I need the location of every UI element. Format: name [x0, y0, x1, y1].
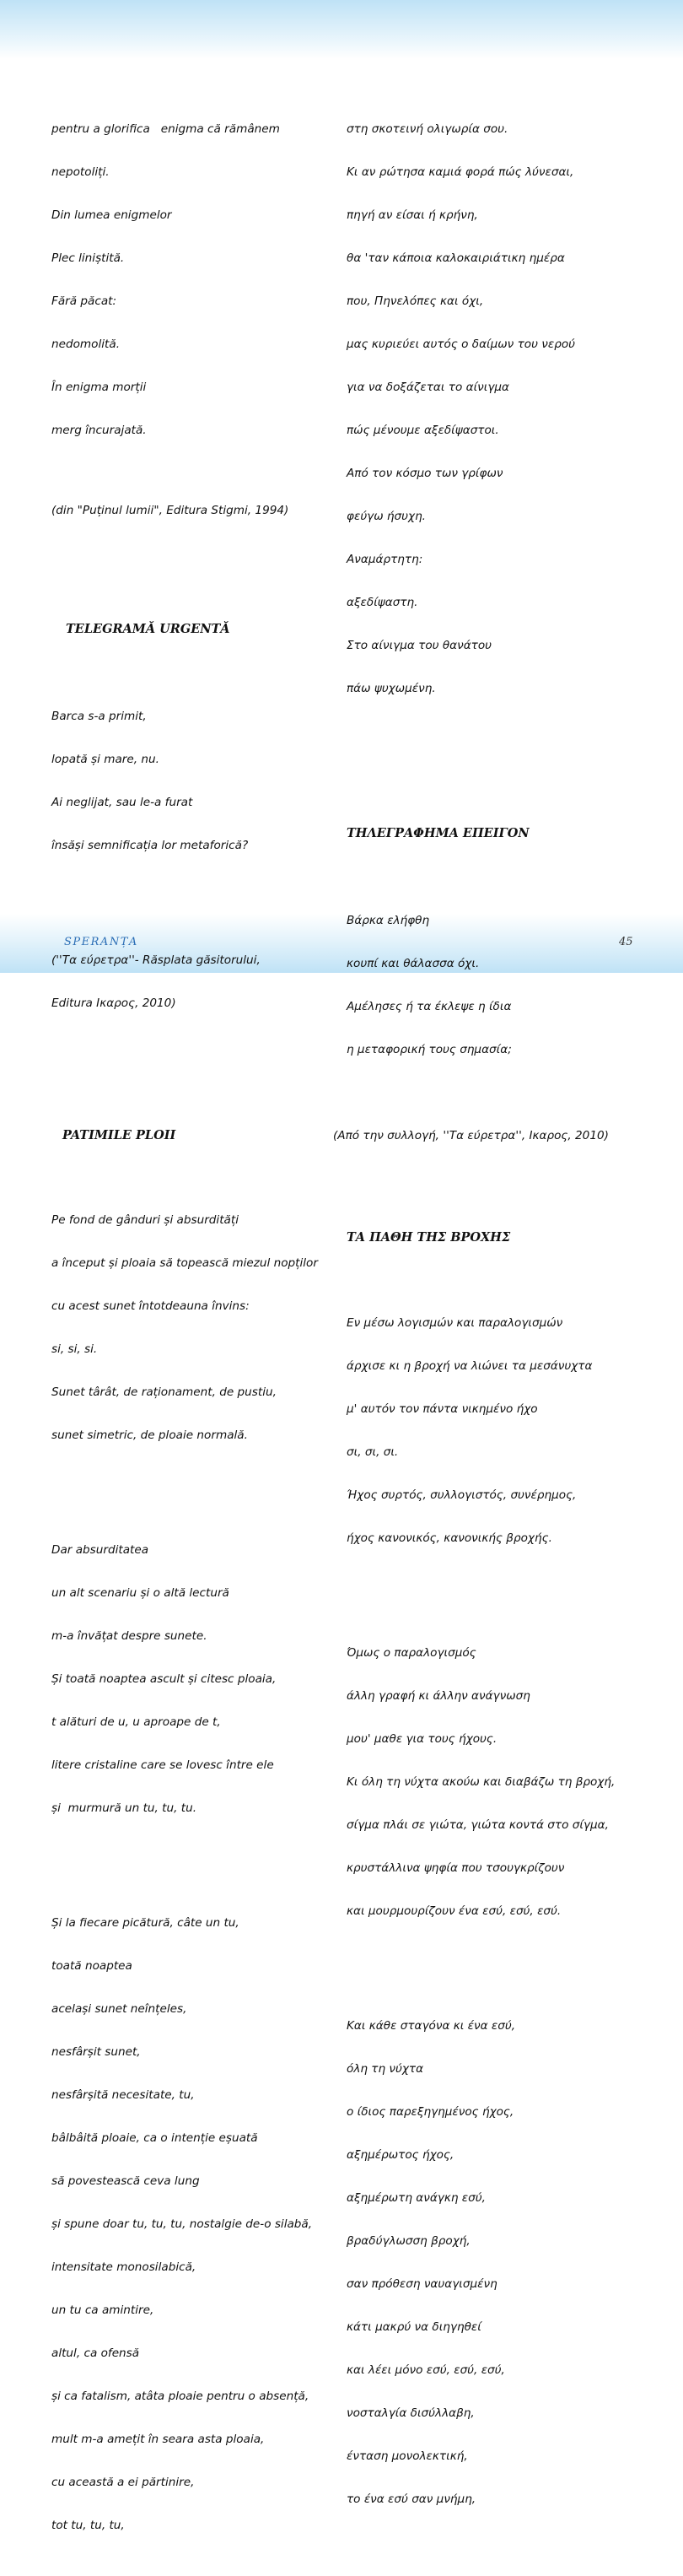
poem-title-patimile: PATIMILE PLOII	[62, 1128, 176, 1142]
poem-line: Plec liniștită.	[51, 251, 125, 265]
poem-line: însăși semnificația lor metaforică?	[51, 839, 249, 852]
poem-line: nepotoliți.	[51, 165, 110, 179]
poem-line: αξεδίψαστη.	[347, 596, 418, 609]
poem-line: Και κάθε σταγόνα κι ένα εσύ,	[347, 2019, 516, 2033]
poem-line: κουπί και θάλασσα όχι.	[347, 957, 480, 970]
poem-line: și murmură un tu, tu, tu.	[51, 1801, 197, 1815]
poem-line: αξημέρωτη ανάγκη εσύ,	[347, 2191, 486, 2205]
poem-line: și ca fatalism, atâta ploaie pentru o absență,	[51, 2390, 309, 2403]
poem-line: μου' μαθε για τους ήχους.	[347, 1732, 497, 1746]
poem-title-tilegrafima: ΤΗΛΕΓΡΑΦΗΜΑ ΕΠΕΙΓΟΝ	[347, 826, 530, 840]
poem-pathi-stanza-1	[347, 1288, 675, 1574]
poem-title-telegrama: TELEGRAMĂ URGENTĂ	[66, 622, 230, 636]
poem-line: lopată și mare, nu.	[51, 753, 159, 766]
poem-line: όλη τη νύχτα	[347, 2062, 424, 2076]
poem-line: cu această a ei părtinire,	[51, 2476, 195, 2489]
poem-1-source: (din "Puținul lumii", Editura Stigmi, 1994)	[51, 504, 289, 517]
poem-line: αξημέρωτος ήχος,	[347, 2148, 454, 2162]
poem-line: νοσταλγία δισύλλαβη,	[347, 2406, 475, 2420]
poem-line: intensitate monosilabică,	[51, 2260, 196, 2274]
poem-line: Dar absurditatea	[51, 1543, 149, 1557]
poem-patimile-stanza-3	[51, 1887, 334, 2562]
source-line: Editura Ικαρος, 2010)	[51, 996, 176, 1010]
poem-line: merg încurajată.	[51, 424, 147, 437]
poem-line: cu acest sunet întotdeauna învins:	[51, 1299, 250, 1313]
poem-line: Όμως ο παραλογισμός	[347, 1646, 476, 1660]
poem-line: Pe fond de gânduri și absurdități	[51, 1213, 239, 1227]
poem-tilegrafima-body	[347, 885, 675, 1086]
poem-line: μας κυριεύει αυτός ο δαίμων του νερού	[347, 338, 576, 351]
poem-line: ο ίδιος παρεξηγημένος ήχος,	[347, 2105, 514, 2119]
poem-line: η μεταφορική τους σημασία;	[347, 1043, 512, 1056]
poem-line: για να δοξάζεται το αίνιγμα	[347, 381, 510, 394]
poem-line: În enigma morții	[51, 381, 147, 394]
poem-line: nesfârșit sunet,	[51, 2045, 141, 2059]
poem-line: Ai neglijat, sau le-a furat	[51, 796, 193, 809]
poem-line: Și toată noaptea ascult și citesc ploaia,	[51, 1672, 277, 1686]
poem-line: Fără păcat:	[51, 294, 117, 308]
poem-line: Βάρκα ελήφθη	[347, 914, 430, 927]
poem-line: litere cristaline care se lovesc între ele	[51, 1758, 274, 1772]
poem-line: στη σκοτεινή ολιγωρία σου.	[347, 122, 508, 136]
poem-line: άρχισε κι η βροχή να λιώνει τα μεσάνυχτα	[347, 1359, 593, 1373]
poem-line: să povestească ceva lung	[51, 2174, 200, 2188]
poem-line: πάω ψυχωμένη.	[347, 682, 436, 695]
poem-telegrama-body	[51, 681, 334, 882]
poem-line: bâlbâită ploaie, ca o intenție eșuată	[51, 2131, 258, 2145]
poem-line: πηγή αν είσαι ή κρήνη,	[347, 208, 478, 222]
poem-line: κρυστάλλινα ψηφία που τσουγκρίζουν	[347, 1861, 565, 1875]
poem-line: Din lumea enigmelor	[51, 208, 172, 222]
poem-line: πώς μένουμε αξεδίψαστοι.	[347, 424, 499, 437]
poem-line: t alături de u, u aproape de t,	[51, 1715, 221, 1729]
poem-line: κάτι μακρύ να διηγηθεί	[347, 2320, 481, 2334]
poem-line: ένταση μονολεκτική,	[347, 2449, 468, 2463]
poem-line: altul, ca ofensă	[51, 2346, 140, 2360]
poem-line: nesfârșită necesitate, tu,	[51, 2088, 195, 2102]
poem-line: βραδύγλωσση βροχή,	[347, 2234, 471, 2248]
top-gradient-band	[0, 0, 683, 59]
poem-line: a început și ploaia să topească miezul nopților	[51, 1256, 318, 1270]
poem-line: Κι αν ρώτησα καμιά φορά πώς λύνεσαι,	[347, 165, 574, 179]
source-line: (''Τα εύρετρα''- Răsplata găsitorului,	[51, 953, 261, 967]
poem-line: φεύγω ήσυχη.	[347, 510, 427, 523]
poem-line: mult m-a amețit în seara asta ploaia,	[51, 2433, 265, 2446]
poem-line: Barca s-a primit,	[51, 710, 147, 723]
poem-line: tot tu, tu, tu,	[51, 2519, 125, 2532]
poem-line: Αναμάρτητη:	[347, 553, 423, 566]
poem-line: σαν πρόθεση ναυαγισμένη	[347, 2277, 497, 2291]
poem-line: Αμέλησες ή τα έκλεψε η ίδια	[347, 1000, 512, 1013]
poem-line: μ' αυτόν τον πάντα νικημένο ήχο	[347, 1402, 538, 1416]
poem-line: Από τον κόσμο των γρίφων	[347, 467, 503, 480]
poem-line: ήχος κανονικός, κανονικής βροχής.	[347, 1531, 552, 1545]
poem-line: σίγμα πλάι σε γιώτα, γιώτα κοντά στο σίγμα,	[347, 1818, 609, 1832]
poem-line: nedomolită.	[51, 338, 121, 351]
poem-line: m-a învățat despre sunete.	[51, 1629, 207, 1643]
poem-line: Στο αίνιγμα του θανάτου	[347, 639, 492, 652]
poem-line: Sunet târât, de raționament, de pustiu,	[51, 1385, 277, 1399]
poem-line: Εν μέσω λογισμών και παραλογισμών	[347, 1316, 563, 1330]
poem-line: Și la fiecare picătură, câte un tu,	[51, 1916, 239, 1930]
poem-1-ending-greek	[347, 94, 675, 725]
poem-line: που, Πηνελόπες και όχι,	[347, 294, 484, 308]
poem-line: άλλη γραφή κι άλλην ανάγνωση	[347, 1689, 530, 1703]
poem-line: Ήχος συρτός, συλλογιστός, συνέρημος,	[347, 1488, 577, 1502]
poem-line: si, si, si.	[51, 1342, 98, 1356]
poem-line: pentru a glorifica enigma că rămânem	[51, 122, 280, 136]
poem-line: θα 'ταν κάποια καλοκαιριάτικη ημέρα	[347, 251, 565, 265]
poem-line: un tu ca amintire,	[51, 2303, 154, 2317]
poem-patimile-stanza-1	[51, 1185, 334, 1472]
poem-line: sunet simetric, de ploaie normală.	[51, 1428, 248, 1442]
poem-line: και μουρμουρίζουν ένα εσύ, εσύ, εσύ.	[347, 1904, 562, 1918]
poem-line: και λέει μόνο εσύ, εσύ, εσύ,	[347, 2363, 505, 2377]
page-number: 45	[619, 936, 633, 948]
poem-pathi-stanza-2	[347, 1617, 675, 1947]
poem-tilegrafima-source: (Από την συλλογή, ''Τα εύρετρα'', Ικαρος, 2010)	[333, 1129, 609, 1142]
left-column-romanian	[51, 65, 334, 2576]
poem-pathi-stanza-3	[347, 1990, 675, 2535]
poem-line: un alt scenariu și o altă lectură	[51, 1586, 229, 1600]
poem-1-ending	[51, 94, 334, 467]
poem-title-pathi: ΤΑ ΠΑΘΗ ΤΗΣ ΒΡΟΧΗΣ	[347, 1230, 511, 1245]
magazine-title: SPERANȚA	[64, 936, 138, 948]
poem-patimile-stanza-2	[51, 1515, 334, 1844]
right-column-greek	[333, 65, 675, 2550]
poem-line: toată noaptea	[51, 1959, 132, 1973]
poem-line: σι, σι, σι.	[347, 1445, 399, 1459]
poem-line: Κι όλη τη νύχτα ακούω και διαβάζω τη βροχή,	[347, 1775, 616, 1789]
poem-line: și spune doar tu, tu, tu, nostalgie de-o silabă,	[51, 2217, 313, 2231]
poem-line: το ένα εσύ σαν μνήμη,	[347, 2492, 476, 2506]
poem-line: același sunet neînțeles,	[51, 2002, 187, 2016]
